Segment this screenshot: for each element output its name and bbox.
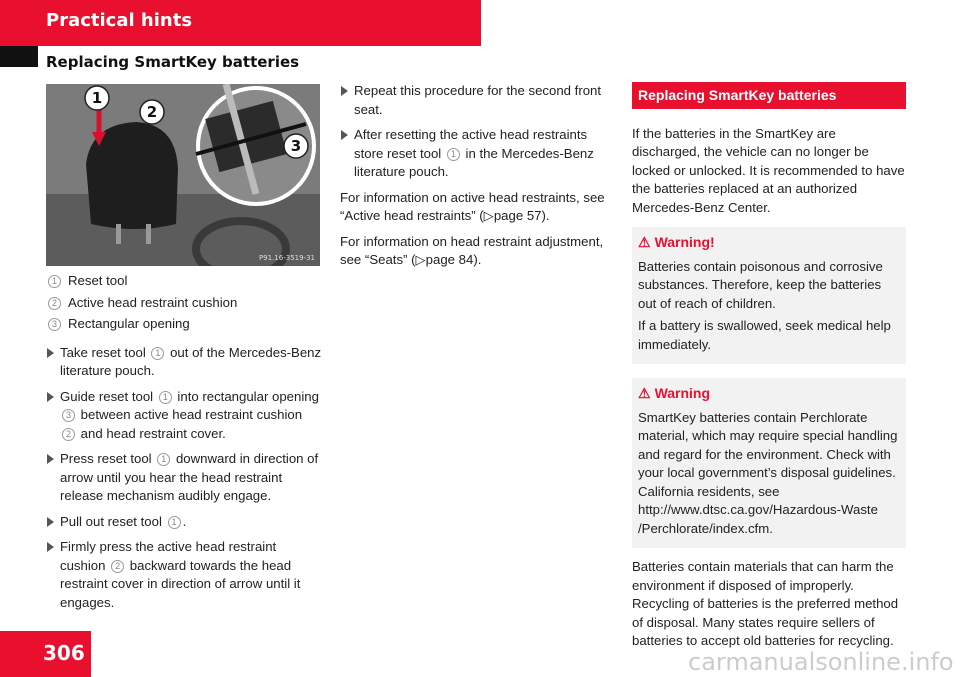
- instruction-step: Firmly press the active head restraint cushion 2 backward towards the head restraint cover in direction of arrow until it engages.: [46, 538, 322, 612]
- page-ref-arrow-icon: ▷: [483, 208, 494, 223]
- column-left: [46, 272, 322, 612]
- page-number: 306: [43, 641, 85, 665]
- legend-item: [46, 272, 322, 291]
- step-arrow-icon: [341, 86, 348, 96]
- callout-2: 2: [146, 103, 158, 121]
- column-middle: [340, 82, 616, 270]
- warning-text: Batteries contain poisonous and corrosive substances. Therefore, keep the batteries out of reach of children.: [638, 258, 883, 311]
- intro-paragraph: If the batteries in the SmartKey are discharged, the vehicle can no longer be locked or unlocked. It is recommended to have the batteries replaced at an authorized Mercedes-Benz Center.: [632, 125, 905, 215]
- step-arrow-icon: [47, 348, 54, 358]
- watermark: carmanualsonline.info: [688, 648, 954, 676]
- callout-1: 1: [91, 89, 103, 107]
- warning-triangle-icon: ⚠: [638, 234, 651, 250]
- warning-triangle-icon: ⚠: [638, 385, 651, 401]
- instruction-step: Pull out reset tool 1 .: [46, 513, 322, 532]
- legend-label: Active head restraint cushion: [68, 294, 238, 310]
- page-ref-link[interactable]: page 84: [425, 252, 474, 267]
- warning-box: [632, 227, 906, 364]
- chapter-title: Practical hints: [46, 10, 193, 31]
- instruction-step: Guide reset tool 1 into rectangular opening 3 between active head restraint cushion 2 and head restraint cover.: [46, 388, 322, 444]
- legend-num: 1: [48, 275, 61, 288]
- image-code: P91.16-3519-31: [258, 254, 315, 262]
- instruction-step: Repeat this procedure for the second front seat.: [340, 82, 616, 119]
- step-arrow-icon: [47, 542, 54, 552]
- legend-item: [46, 315, 322, 334]
- warning-title: ⚠ Warning: [638, 385, 711, 401]
- legend-num: 3: [48, 318, 61, 331]
- paragraph: For information on head restraint adjustment, see “Seats” (▷page 84).: [340, 233, 604, 267]
- paragraph: For information on active head restraints, see “Active head restraints” (▷page 57).: [340, 189, 605, 223]
- closing-paragraph: Batteries contain materials that can harm the environment if disposed of improperly. Recycling of batteries is the preferred method of disposal. Many states require sellers of batteries to accept old batteries for recycling.: [632, 559, 899, 648]
- warning-title: ⚠ Warning!: [638, 234, 715, 250]
- page-ref-arrow-icon: ▷: [415, 252, 426, 267]
- section-tab-marker: [0, 46, 38, 67]
- warning-box: [632, 378, 906, 548]
- page-ref-link[interactable]: page 57: [493, 208, 542, 223]
- head-restraint-photo: [46, 84, 320, 266]
- legend-label: Reset tool: [68, 273, 128, 288]
- instruction-step: After resetting the active head restraints store reset tool 1 in the Mercedes-Benz literature pouch.: [340, 126, 616, 182]
- callout-3: 3: [290, 137, 302, 155]
- step-arrow-icon: [47, 454, 54, 464]
- step-arrow-icon: [341, 130, 348, 140]
- column-right: [632, 82, 906, 651]
- warning-text: SmartKey batteries contain Perchlorate material, which may require special handling and regard for the environment. Check with your local government’s disposal guidelines. California residents, see http://www.dtsc.ca.gov/Hazardous-Waste /Perchlorate/index.cfm.: [638, 409, 898, 536]
- warning-text: If a battery is swallowed, seek medical help immediately.: [638, 318, 891, 352]
- step-arrow-icon: [47, 517, 54, 527]
- page-subtitle: Replacing SmartKey batteries: [46, 53, 300, 71]
- step-arrow-icon: [47, 392, 54, 402]
- section-heading: Replacing SmartKey batteries: [632, 82, 906, 109]
- legend-num: 2: [48, 297, 61, 310]
- legend-item: [46, 294, 322, 313]
- instruction-step: Take reset tool 1 out of the Mercedes-Benz literature pouch.: [46, 344, 322, 381]
- instruction-step: Press reset tool 1 downward in direction of arrow until you hear the head restraint release mechanism audibly engage.: [46, 450, 322, 506]
- legend-label: Rectangular opening: [68, 316, 190, 331]
